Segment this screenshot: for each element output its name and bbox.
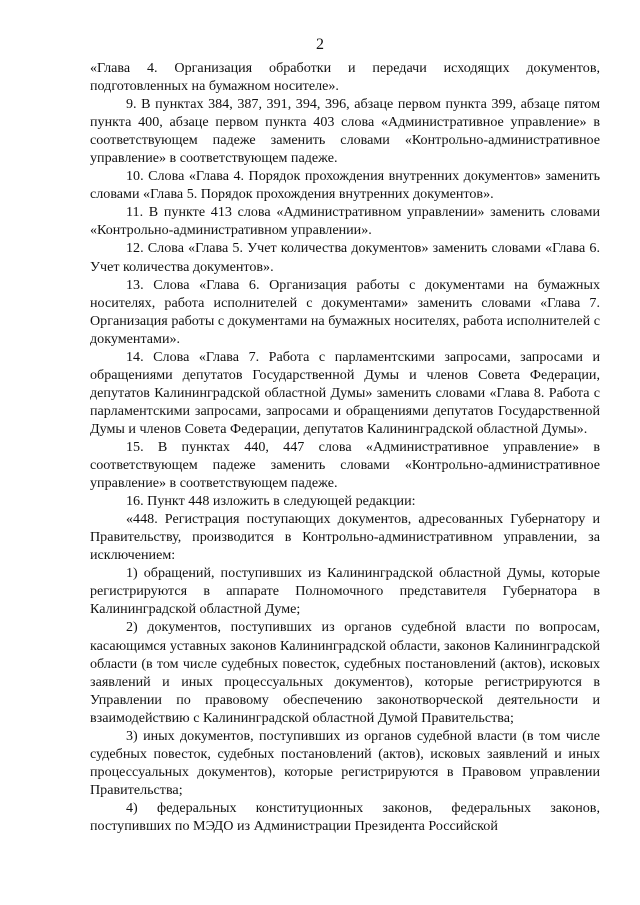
- paragraph: «448. Регистрация поступающих документов, адресованных Губернатору и Правительству, производится в Контрольно-административном управлении, за исключением:: [90, 511, 600, 564]
- paragraph: 13. Слова «Глава 6. Организация работы с документами на бумажных носителях, работа исполнителей с документами» заменить словами «Глава 7. Организация работы с документами на бумажных носителях, работа исполнителей с документами».: [90, 276, 600, 347]
- paragraph: 3) иных документов, поступивших из органов судебной власти (в том числе судебных повесток, судебных постановлений (актов), исковых заявлений и иных процессуальных документов), которые регистрируются в Правовом управлении Правительства;: [90, 727, 600, 798]
- paragraph: 16. Пункт 448 изложить в следующей редакции:: [126, 493, 416, 510]
- paragraph: «Глава 4. Организация обработки и передачи исходящих документов, подготовленных на бумажном носителе».: [90, 60, 600, 95]
- paragraph: 15. В пунктах 440, 447 слова «Административное управление» в соответствующем падеже заменить словами «Контрольно-административное управление» в соответствующем падеже.: [90, 438, 600, 492]
- paragraph: 4) федеральных конституционных законов, федеральных законов, поступивших по МЭДО из Администрации Президента Российской: [90, 799, 600, 834]
- document-body: [90, 59, 600, 835]
- paragraph: 14. Слова «Глава 7. Работа с парламентскими запросами, запросами и обращениями депутатов Государственной Думы и членов Совета Федерации, депутатов Калининградской областной Думы» заменить словами «Глава 8. Работа с парламентскими запросами, запросами и обращениями депутатов Государственной Думы и членов Совета Федерации, депутатов Калининградской областной Думы».: [90, 348, 600, 437]
- page-number: 2: [316, 36, 324, 53]
- paragraph: 11. В пункте 413 слова «Административном управлении» заменить словами «Контрольно-административном управлении».: [90, 204, 600, 239]
- paragraph: 1) обращений, поступивших из Калининградской областной Думы, которые регистрируются в аппарате Полномочного представителя Губернатора в Калининградской областной Думе;: [90, 565, 600, 618]
- paragraph: 10. Слова «Глава 4. Порядок прохождения внутренних документов» заменить словами «Глава 5. Порядок прохождения внутренних документов».: [90, 168, 600, 203]
- paragraph: 12. Слова «Глава 5. Учет количества документов» заменить словами «Глава 6. Учет количества документов».: [90, 240, 600, 275]
- paragraph: 2) документов, поступивших из органов судебной власти по вопросам, касающимся уставных законов Калининградской области, законов Калининградской области (в том числе судебных повесток, судебных постановлений (актов), исковых заявлений и иных процессуальных документов), которые регистрируются в Управлении по правовому обеспечению законотворческой деятельности и взаимодействию с Калининградской областной Думой Правительства;: [90, 619, 600, 726]
- paragraph: 9. В пунктах 384, 387, 391, 394, 396, абзаце первом пункта 399, абзаце пятом пункта 400, абзаце первом пункта 403 слова «Административное управление» в соответствующем падеже заменить словами «Контрольно-административное управление» в соответствующем падеже.: [90, 96, 600, 167]
